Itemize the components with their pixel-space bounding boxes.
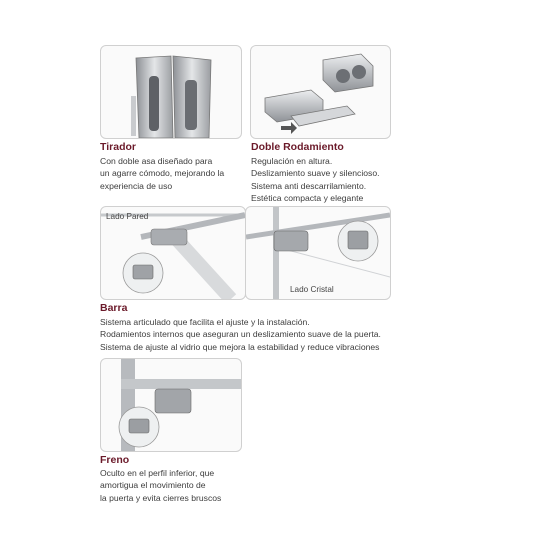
tirador-title: Tirador [100,141,136,153]
doble-rodamiento-description [251,155,380,205]
tirador-description [100,155,224,192]
barra-glass-side-image [245,206,391,300]
brake-illustration [101,359,241,451]
tirador-line: experiencia de uso [100,180,173,191]
label-wall-side: Lado Pared [106,212,149,221]
tirador-line: un agarre cómodo, mejorando la [100,168,225,179]
doble-rodamiento-title: Doble Rodamiento [251,141,344,153]
freno-title: Freno [100,454,130,466]
barra-line: Sistema articulado que facilita el ajuste y la instalación. [100,317,310,327]
tirador-image [100,45,242,139]
barra-description [100,316,381,353]
barra-wall-side-image [100,206,246,300]
doble-rodamiento-line: Regulación en altura. [251,156,333,166]
roller-illustration [251,46,390,138]
barra-line: Sistema de ajuste al vidrio que mejora la estabilidad y reduce vibraciones [100,341,380,352]
barra-title: Barra [100,302,128,314]
freno-description [100,467,221,504]
label-glass-side: Lado Cristal [290,285,334,294]
handle-illustration [101,46,241,138]
freno-line: Oculto en el perfil inferior, que [100,468,215,478]
freno-line: la puerta y evita cierres bruscos [100,492,222,503]
freno-line: amortigua el movimiento de [100,480,206,491]
doble-rodamiento-line: Sistema anti descarrilamiento. [251,180,367,191]
doble-rodamiento-line: Deslizamiento suave y silencioso. [251,168,380,179]
barra-line: Rodamientos internos que aseguran un deslizamiento suave de la puerta. [100,329,381,340]
tirador-line: Con doble asa diseñado para [100,156,213,166]
doble-rodamiento-line: Estética compacta y elegante [251,193,364,204]
freno-image [100,358,242,452]
doble-rodamiento-image [250,45,391,139]
